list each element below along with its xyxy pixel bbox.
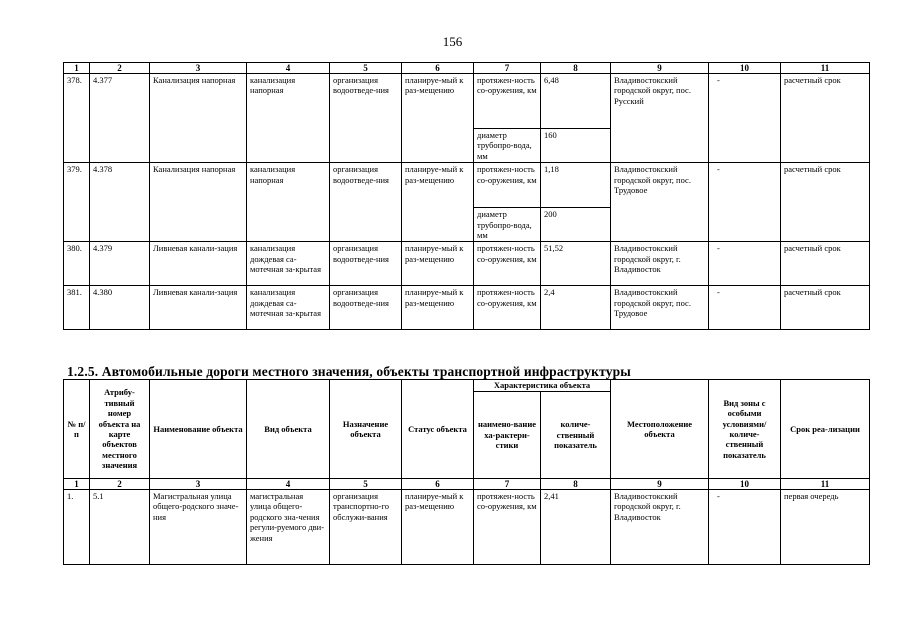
col-number: 7 xyxy=(474,479,541,490)
characteristic-name: протяжен-ность со-оружения, км xyxy=(474,242,541,286)
col-number: 5 xyxy=(330,63,402,74)
object-status: планируе-мый к раз-мещению xyxy=(402,242,474,286)
object-status: планируе-мый к раз-мещению xyxy=(402,286,474,330)
object-name: Магистральная улица общего-родского значе-ния xyxy=(150,490,247,565)
implementation-term: первая очередь xyxy=(781,490,870,565)
row-number: 378. xyxy=(64,74,90,163)
col-number: 3 xyxy=(150,63,247,74)
table-row xyxy=(64,286,870,330)
table-row xyxy=(64,74,870,129)
object-purpose: организация водоотведе-ния xyxy=(330,163,402,242)
header-characteristic-group: Характеристика объекта xyxy=(474,380,611,392)
attribute-number: 4.379 xyxy=(90,242,150,286)
col-number: 5 xyxy=(330,479,402,490)
column-numbers-row xyxy=(64,63,870,74)
objects-table-roads xyxy=(63,379,870,565)
header-object-name: Наименование объекта xyxy=(150,380,247,479)
table-row xyxy=(64,163,870,208)
header-object-type: Вид объекта xyxy=(247,380,330,479)
characteristic-name: диаметр трубопро-вода, мм xyxy=(474,129,541,163)
characteristic-value: 6,48 xyxy=(541,74,611,129)
attribute-number: 4.380 xyxy=(90,286,150,330)
object-location: Владивостокский городской округ, пос. Русский xyxy=(611,74,709,163)
object-status: планируе-мый к раз-мещению xyxy=(402,490,474,565)
characteristic-name: протяжен-ность со-оружения, км xyxy=(474,74,541,129)
object-status: планируе-мый к раз-мещению xyxy=(402,74,474,163)
object-type: канализация напорная xyxy=(247,163,330,242)
col-number: 6 xyxy=(402,479,474,490)
zone-type: - xyxy=(709,490,781,565)
characteristic-value: 51,52 xyxy=(541,242,611,286)
header-attribute-number: Атрибу-тивный номер объекта на карте объектов местного значения xyxy=(90,380,150,479)
attribute-number: 4.378 xyxy=(90,163,150,242)
header-location: Местоположение объекта xyxy=(611,380,709,479)
object-type: канализация дождевая са-мотечная за-крытая xyxy=(247,286,330,330)
characteristic-value: 200 xyxy=(541,208,611,242)
object-purpose: организация водоотведе-ния xyxy=(330,286,402,330)
header-purpose: Назначение объекта xyxy=(330,380,402,479)
object-type: магистральная улица общего-родского зна-чения регули-руемого дви-жения xyxy=(247,490,330,565)
row-number: 379. xyxy=(64,163,90,242)
object-location: Владивостокский городской округ, пос. Трудовое xyxy=(611,163,709,242)
object-name: Канализация напорная xyxy=(150,163,247,242)
zone-type: - xyxy=(709,242,781,286)
col-number: 4 xyxy=(247,479,330,490)
row-number: 381. xyxy=(64,286,90,330)
characteristic-name: протяжен-ность со-оружения, км xyxy=(474,286,541,330)
col-number: 10 xyxy=(709,63,781,74)
characteristic-name: протяжен-ность со-оружения, км xyxy=(474,490,541,565)
section-title: 1.2.5. Автомобильные дороги местного значения, объекты транспортной инфраструктуры xyxy=(67,364,631,379)
object-location: Владивостокский городской округ, г. Владивосток xyxy=(611,490,709,565)
object-purpose: организация водоотведе-ния xyxy=(330,74,402,163)
object-name: Канализация напорная xyxy=(150,74,247,163)
table-row xyxy=(64,242,870,286)
object-type: канализация дождевая са-мотечная за-крытая xyxy=(247,242,330,286)
zone-type: - xyxy=(709,74,781,163)
object-status: планируе-мый к раз-мещению xyxy=(402,163,474,242)
object-purpose: организация транспортно-го обслужи-вания xyxy=(330,490,402,565)
col-number: 1 xyxy=(64,479,90,490)
header-characteristic-name: наимено-вание ха-рактери-стики xyxy=(474,392,541,479)
row-number: 380. xyxy=(64,242,90,286)
col-number: 7 xyxy=(474,63,541,74)
zone-type: - xyxy=(709,286,781,330)
table-header-row xyxy=(64,380,870,392)
characteristic-value: 2,41 xyxy=(541,490,611,565)
characteristic-value: 160 xyxy=(541,129,611,163)
object-name: Ливневая канали-зация xyxy=(150,286,247,330)
col-number: 10 xyxy=(709,479,781,490)
col-number: 9 xyxy=(611,479,709,490)
col-number: 11 xyxy=(781,63,870,74)
col-number: 6 xyxy=(402,63,474,74)
characteristic-value: 1,18 xyxy=(541,163,611,208)
characteristic-value: 2,4 xyxy=(541,286,611,330)
col-number: 4 xyxy=(247,63,330,74)
object-location: Владивостокский городской округ, пос. Трудовое xyxy=(611,286,709,330)
table-row xyxy=(64,490,870,565)
header-zone: Вид зоны с особыми условиями/ количе-ственный показатель xyxy=(709,380,781,479)
object-location: Владивостокский городской округ, г. Владивосток xyxy=(611,242,709,286)
header-status: Статус объекта xyxy=(402,380,474,479)
col-number: 1 xyxy=(64,63,90,74)
attribute-number: 5.1 xyxy=(90,490,150,565)
object-name: Ливневая канали-зация xyxy=(150,242,247,286)
header-term: Срок реа-лизации xyxy=(781,380,870,479)
objects-table-sewerage xyxy=(63,62,870,330)
col-number: 2 xyxy=(90,63,150,74)
object-type: канализация напорная xyxy=(247,74,330,163)
col-number: 9 xyxy=(611,63,709,74)
object-purpose: организация водоотведе-ния xyxy=(330,242,402,286)
column-numbers-row xyxy=(64,479,870,490)
implementation-term: расчетный срок xyxy=(781,242,870,286)
page-number: 156 xyxy=(442,34,463,49)
implementation-term: расчетный срок xyxy=(781,74,870,163)
col-number: 8 xyxy=(541,479,611,490)
col-number: 2 xyxy=(90,479,150,490)
characteristic-name: диаметр трубопро-вода, мм xyxy=(474,208,541,242)
header-num: № п/п xyxy=(64,380,90,479)
header-characteristic-value: количе-ственный показатель xyxy=(541,392,611,479)
col-number: 8 xyxy=(541,63,611,74)
zone-type: - xyxy=(709,163,781,242)
row-number: 1. xyxy=(64,490,90,565)
characteristic-name: протяжен-ность со-оружения, км xyxy=(474,163,541,208)
attribute-number: 4.377 xyxy=(90,74,150,163)
col-number: 3 xyxy=(150,479,247,490)
implementation-term: расчетный срок xyxy=(781,163,870,242)
col-number: 11 xyxy=(781,479,870,490)
implementation-term: расчетный срок xyxy=(781,286,870,330)
